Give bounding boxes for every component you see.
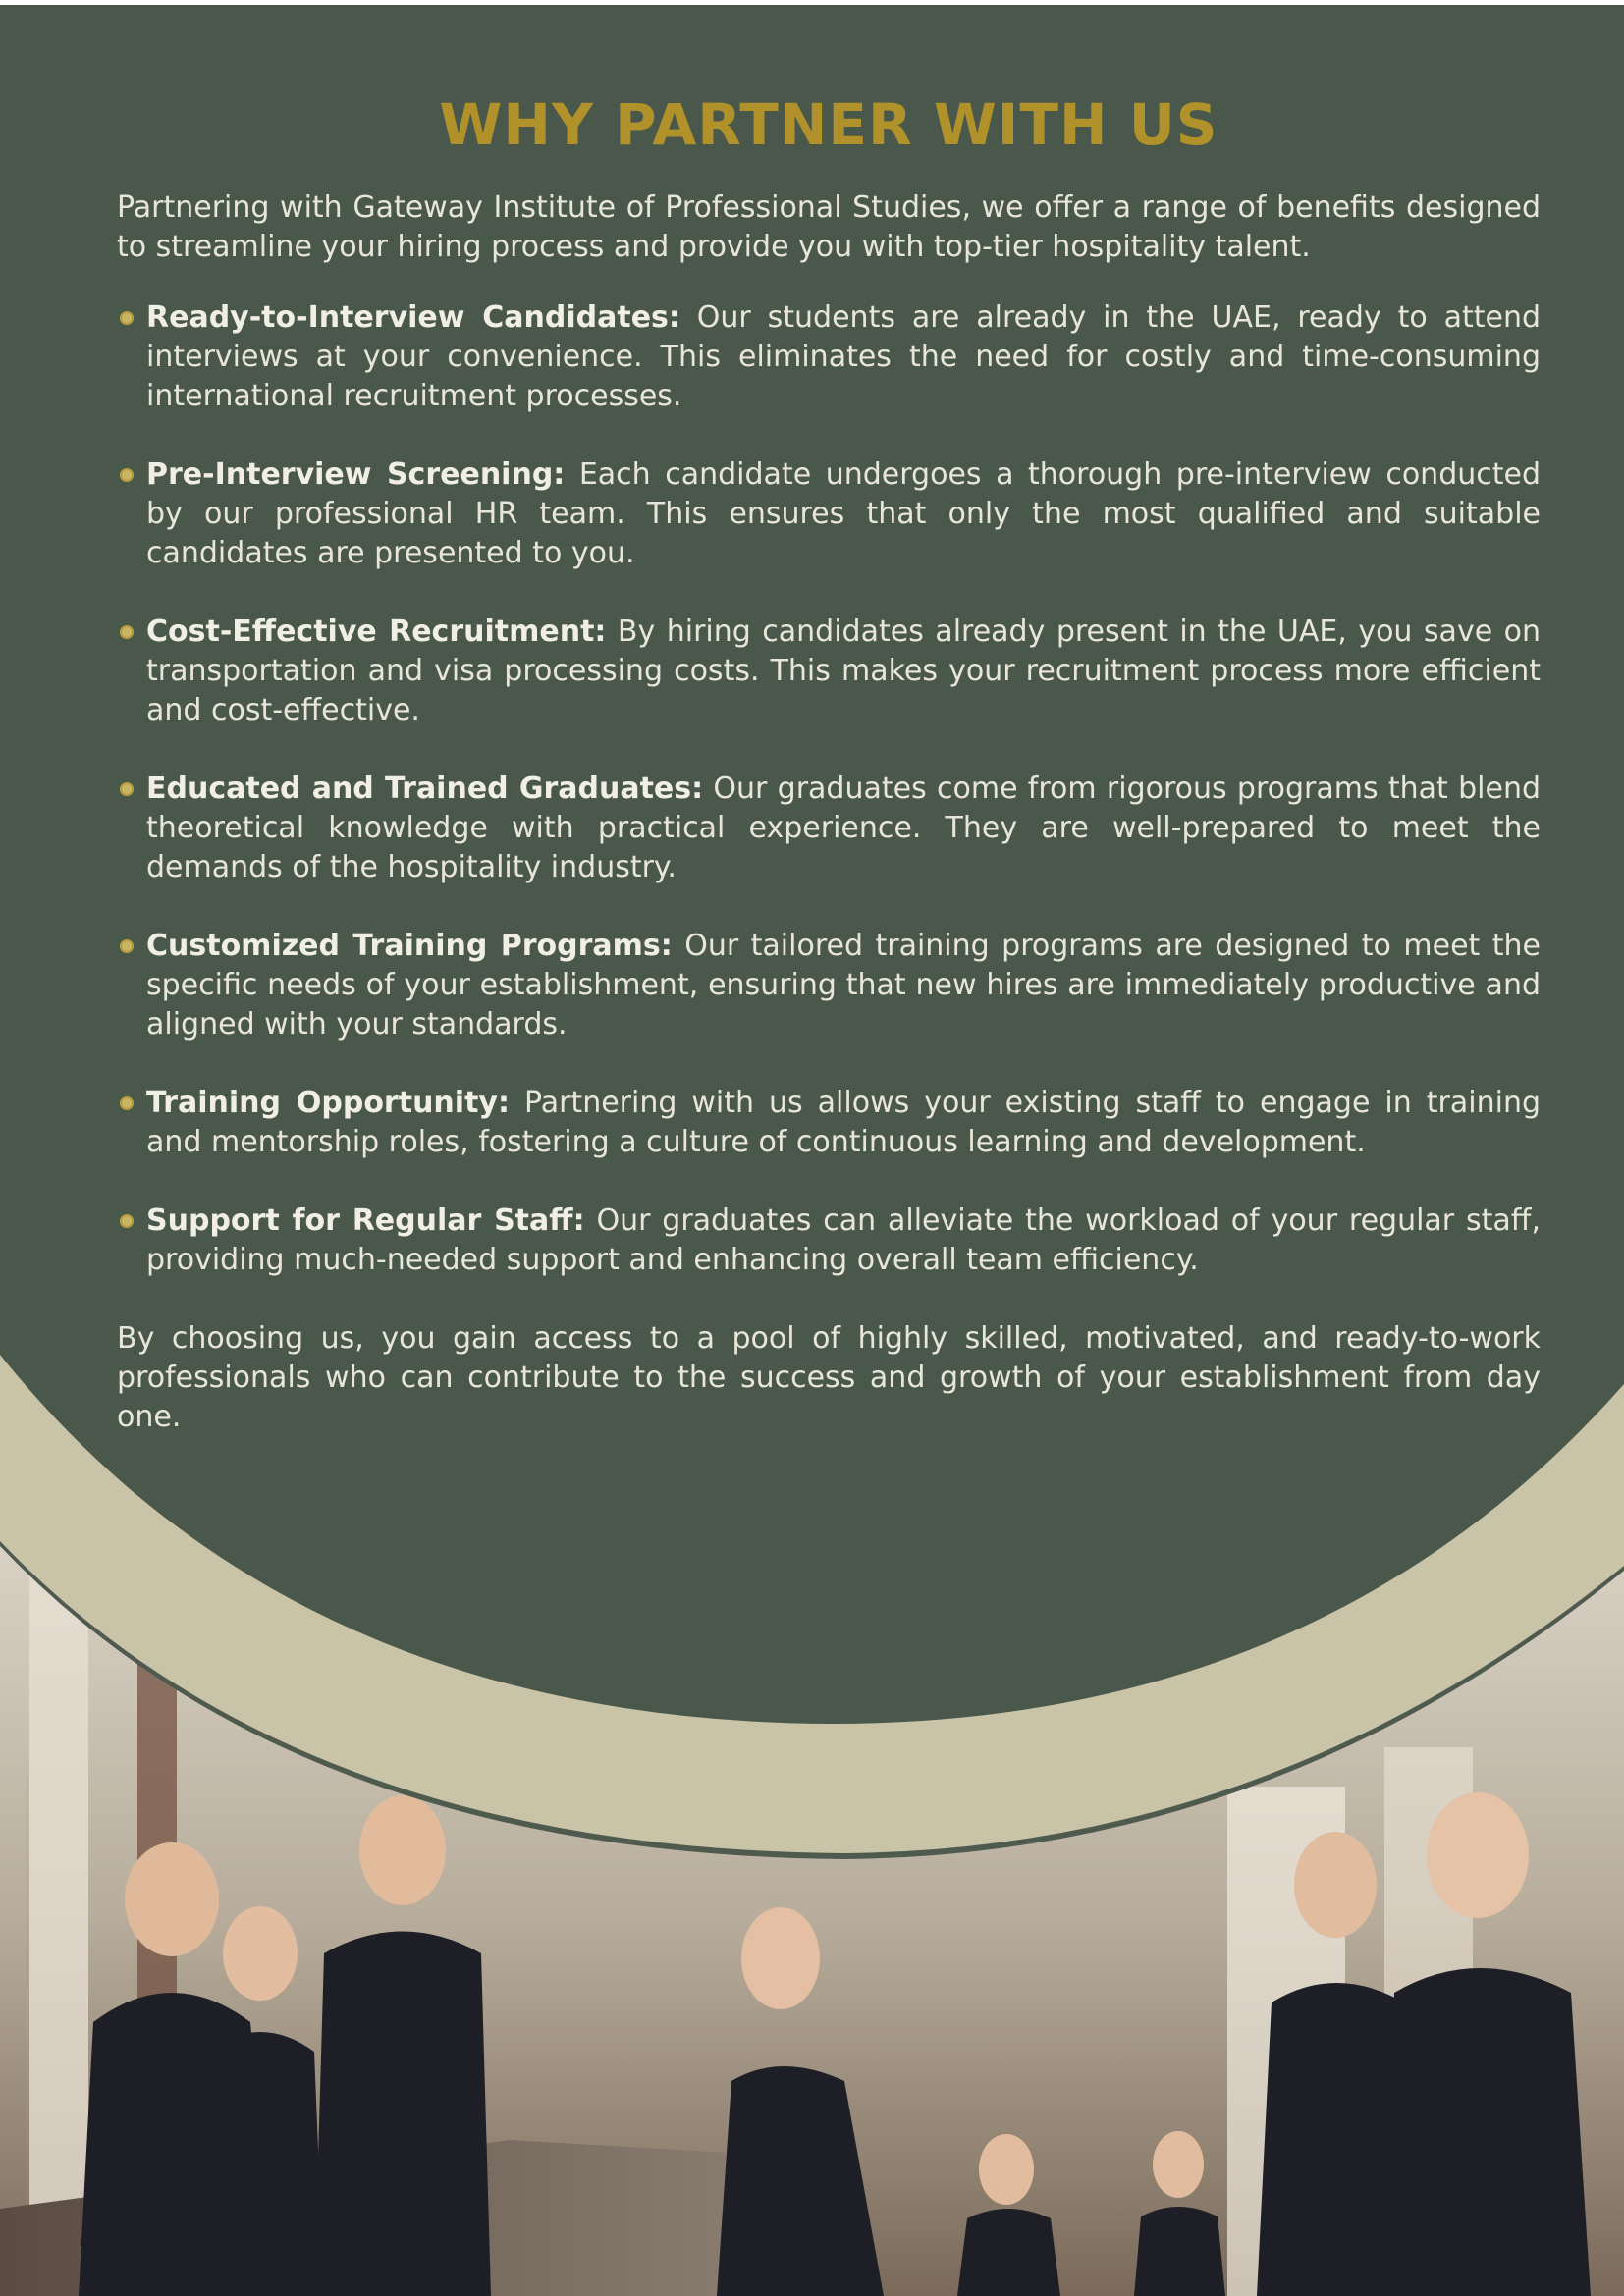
- bullet-icon: [120, 1214, 134, 1228]
- content-column: [117, 86, 1541, 1437]
- list-item: [117, 455, 1541, 573]
- benefit-label: Pre-Interview Screening:: [146, 457, 566, 492]
- benefit-text: Our tailored training programs are designed to meet the specific needs of your establishment, ensuring that new hires are immediately productive and aligned with your standards.: [146, 929, 1541, 1041]
- intro-paragraph: Partnering with Gateway Institute of Professional Studies, we offer a range of benefits designed to streamline your hiring process and provide you with top-tier hospitality talent.: [117, 190, 1541, 264]
- benefit-text: Our graduates can alleviate the workload of your regular staff, providing much-needed support and enhancing overall team efficiency.: [146, 1203, 1542, 1277]
- page-title: WHY PARTNER WITH US: [439, 91, 1218, 158]
- list-item: [117, 1084, 1541, 1162]
- list-item: [117, 927, 1541, 1044]
- benefit-text: Partnering with us allows your existing staff to engage in training and mentorship roles, fostering a culture of continuous learning and development.: [146, 1086, 1541, 1159]
- bullet-icon: [120, 468, 134, 482]
- list-item: [117, 298, 1541, 416]
- bullet-icon: [120, 1096, 134, 1110]
- benefit-text: Each candidate undergoes a thorough pre-interview conducted by our professional HR team. This ensures that only the most qualified and suitable candidates are presented to you.: [146, 457, 1542, 570]
- benefit-label: Support for Regular Staff:: [146, 1203, 585, 1238]
- benefit-label: Ready-to-Interview Candidates:: [146, 300, 680, 335]
- benefit-label: Educated and Trained Graduates:: [146, 772, 704, 806]
- list-item: [117, 770, 1541, 887]
- bullet-icon: [120, 311, 134, 325]
- benefit-label: Customized Training Programs:: [146, 929, 673, 963]
- closing-paragraph: By choosing us, you gain access to a pool of highly skilled, motivated, and ready-to-work professionals who can contribute to the success and growth of your establishment from day one.: [117, 1321, 1541, 1434]
- bullet-icon: [120, 939, 134, 953]
- benefit-text: Our students are already in the UAE, ready to attend interviews at your convenience. This eliminates the need for costly and time-consuming international recruitment processes.: [146, 300, 1542, 413]
- benefit-label: Training Opportunity:: [146, 1086, 510, 1120]
- benefit-text: By hiring candidates already present in the UAE, you save on transportation and visa processing costs. This makes your recruitment process more efficient and cost-effective.: [146, 614, 1541, 727]
- benefit-label: Cost-Effective Recruitment:: [146, 614, 607, 649]
- list-item: [117, 613, 1541, 730]
- list-item: [117, 1201, 1541, 1280]
- bullet-icon: [120, 782, 134, 796]
- bullet-icon: [120, 625, 134, 639]
- benefits-list: [117, 298, 1541, 1280]
- benefit-text: Our graduates come from rigorous programs that blend theoretical knowledge with practical experience. They are well-prepared to meet the demands of the hospitality industry.: [146, 772, 1541, 884]
